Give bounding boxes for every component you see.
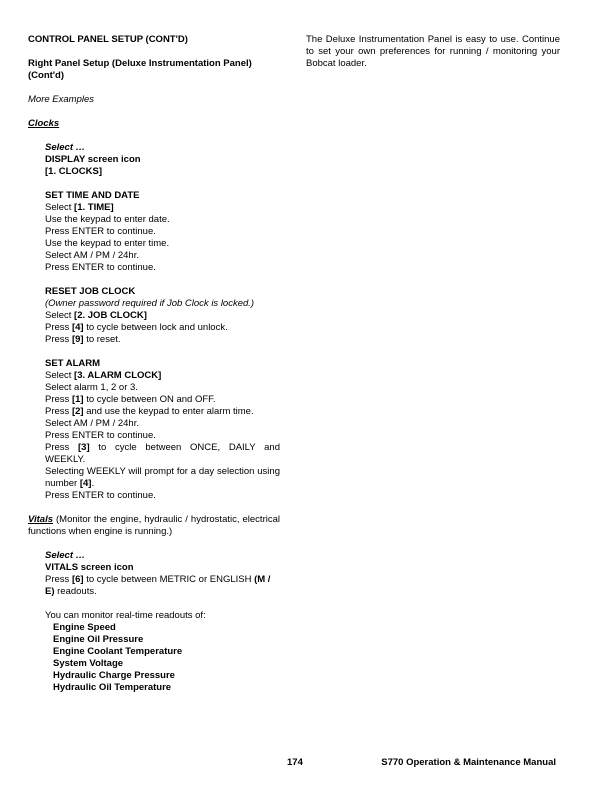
subtitle: Right Panel Setup (Deluxe Instrumentation Panel) (Cont'd) <box>28 58 252 81</box>
monitor-intro: You can monitor real-time readouts of: <box>45 610 206 621</box>
time-date-heading: SET TIME AND DATE <box>45 190 140 201</box>
job-clock-heading: RESET JOB CLOCK <box>45 286 136 297</box>
alarm-step: Select AM / PM / 24hr. <box>45 418 139 429</box>
time-step: Select AM / PM / 24hr. <box>45 250 139 261</box>
page-number: 174 <box>287 757 303 768</box>
left-column <box>28 34 280 706</box>
manual-title: S770 Operation & Maintenance Manual <box>381 757 556 768</box>
clocks-heading: Clocks <box>28 118 60 129</box>
readout-item: Engine Oil Pressure <box>53 634 144 645</box>
set-time-date: SET TIME AND DATE Select [1. TIME] Use the keypad to enter date. Press ENTER to continue. Use the keypad to enter time. Select AM / PM / 24hr. Press ENTER to continue. <box>45 190 280 274</box>
job-clock-menu-item: [2. JOB CLOCK] <box>74 310 147 321</box>
clocks-menu-item: [1. CLOCKS] <box>45 166 102 177</box>
key-4: [4] <box>71 322 84 333</box>
more-examples: More Examples <box>28 94 94 105</box>
readout-item: System Voltage <box>53 658 124 669</box>
readouts-list <box>45 622 280 694</box>
alarm-menu-item: [3. ALARM CLOCK] <box>74 370 162 381</box>
section-title: CONTROL PANEL SETUP (CONT'D) <box>28 34 188 45</box>
time-step: Press ENTER to continue. <box>45 262 156 273</box>
set-alarm: SET ALARM Select [3. ALARM CLOCK] Select alarm 1, 2 or 3. Press [1] to cycle between ON and OFF. Press [2] and use the keypad to enter alarm time. Select AM / PM / 24hr. Press ENTER to continue. Press [3] to cycle between ONCE, DAILY and WEEKLY. Selecting WEEKLY will prompt for a day selection using number [4]. Press ENTER to continue. <box>45 358 280 501</box>
clocks-section <box>28 142 280 502</box>
readout-item: Engine Coolant Temperature <box>53 646 183 657</box>
right-column-text: The Deluxe Instrumentation Panel is easy to use. Continue to set your own preferences for running / monitoring your Bobcat loader. <box>306 34 560 69</box>
vitals-select: Select … <box>45 550 86 561</box>
metric-english-label: (M / E) <box>45 574 271 597</box>
readout-item: Hydraulic Oil Temperature <box>53 682 172 693</box>
key-9: [9] <box>71 334 84 345</box>
display-screen-icon-label: DISPLAY screen icon <box>45 154 141 165</box>
readout-item: Engine Speed <box>53 622 116 633</box>
right-column <box>306 34 560 70</box>
key-4: [4] <box>79 478 92 489</box>
alarm-heading: SET ALARM <box>45 358 101 369</box>
vitals-description: (Monitor the engine, hydraulic / hydrostatic, electrical functions when engine is running.) <box>28 514 280 537</box>
key-6: [6] <box>71 574 84 585</box>
time-step: Use the keypad to enter date. <box>45 214 170 225</box>
readout-item: Hydraulic Charge Pressure <box>53 670 175 681</box>
vitals-section: Select … VITALS screen icon Press [6] to cycle between METRIC or ENGLISH (M / E) readouts. You can monitor real-time readouts of: Engine Speed Engine Oil Pressure Engine Coolant Temperature System Voltage Hydraulic Charge Pressure Hydraulic Oil Temperature <box>28 550 280 694</box>
time-menu-item: [1. TIME] <box>74 202 114 213</box>
alarm-step: Select alarm 1, 2 or 3. <box>45 382 138 393</box>
alarm-step: Press ENTER to continue. <box>45 430 156 441</box>
job-clock-note: (Owner password required if Job Clock is locked.) <box>45 298 255 309</box>
time-step: Use the keypad to enter time. <box>45 238 170 249</box>
time-step: Press ENTER to continue. <box>45 226 156 237</box>
key-1: [1] <box>71 394 84 405</box>
vitals-screen-icon-label: VITALS screen icon <box>45 562 134 573</box>
clocks-select: Select … <box>45 142 86 153</box>
reset-job-clock: RESET JOB CLOCK (Owner password required if Job Clock is locked.) Select [2. JOB CLOCK] Press [4] to cycle between lock and unlock. Press [9] to reset. <box>45 286 280 346</box>
key-3: [3] <box>78 442 90 453</box>
vitals-intro <box>28 514 280 538</box>
vitals-heading: Vitals <box>28 514 53 525</box>
alarm-step: Press ENTER to continue. <box>45 490 156 501</box>
key-2: [2] <box>71 406 84 417</box>
